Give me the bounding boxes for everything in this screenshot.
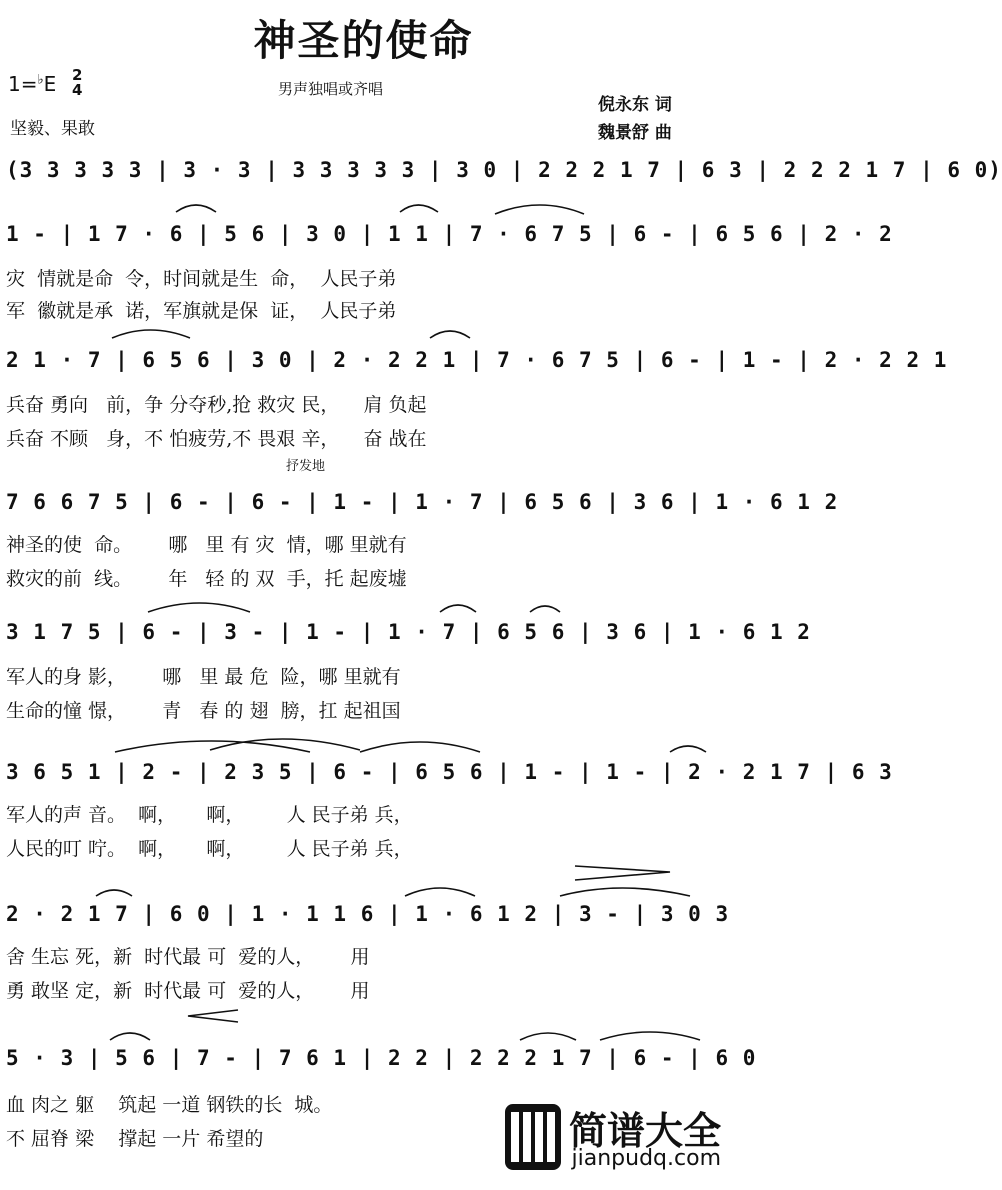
slur — [520, 1033, 576, 1040]
system-7-lyric-verse-2: 不 屈脊 梁 撑起 一片 希望的 — [6, 1128, 264, 1150]
song-title: 神圣的使命 — [253, 16, 474, 65]
system-6-notes: 2 · 2 1 7 | 6 0 | 1 · 1 1 6 | 1 · 6 1 2 | 3 - | 3 0 3 — [6, 902, 730, 926]
time-signature — [72, 68, 82, 98]
flat-symbol: ♭ — [37, 72, 44, 88]
slur — [600, 1032, 700, 1040]
system-4-lyric-verse-2: 生命的憧 憬， 青 春 的 翅 膀，扛 起祖国 — [6, 700, 401, 722]
piano-icon — [505, 1104, 561, 1170]
intro-notes: (3 3 3 3 3 | 3 · 3 | 3 3 3 3 3 | 3 0 | 2 2 2 1 7 | 6 3 | 2 2 2 1 7 | 6 0) — [6, 158, 1002, 182]
watermark-name: 简谱大全 — [568, 1109, 721, 1153]
watermark-url: jianpudq.com — [571, 1146, 721, 1171]
system-5-notes: 3 6 5 1 | 2 - | 2 3 5 | 6 - | 6 5 6 | 1 - | 1 - | 2 · 2 1 7 | 6 3 — [6, 760, 893, 784]
system-1-lyric-verse-1: 灾 情就是命 令，时间就是生 命， 人民子弟 — [6, 268, 397, 290]
slur — [670, 746, 706, 752]
system-2-notes: 2 1 · 7 | 6 5 6 | 3 0 | 2 · 2 2 1 | 7 · 6 7 5 | 6 - | 1 - | 2 · 2 2 1 — [6, 348, 948, 372]
slur — [400, 205, 438, 212]
key-signature — [8, 72, 56, 96]
system-2-lyric-verse-1: 兵奋 勇向 前，争 分夺秒,抢 救灾 民， 肩 负起 — [6, 394, 427, 416]
system-2-lyric-verse-2: 兵奋 不顾 身，不 怕疲劳,不 畏艰 辛， 奋 战在 — [6, 428, 427, 450]
slur — [96, 890, 132, 896]
system-1-notes: 1 - | 1 7 · 6 | 5 6 | 3 0 | 1 1 | 7 · 6 7 5 | 6 - | 6 5 6 | 2 · 2 — [6, 222, 893, 246]
system-7-lyric-verse-1: 血 肉之 躯 筑起 一道 钢铁的长 城。 — [6, 1094, 333, 1116]
system-5-lyric-verse-2: 人民的叮 咛。 啊， 啊， 人 民子弟 兵， — [6, 838, 413, 860]
key-prefix: 1= — [8, 72, 38, 96]
system-3-lyric-verse-1: 神圣的使 命。 哪 里 有 灾 情，哪 里就有 — [6, 534, 407, 556]
system-1-lyric-verse-2: 军 徽就是承 诺，军旗就是保 证， 人民子弟 — [6, 300, 397, 322]
slur — [495, 205, 584, 214]
tempo-marking: 坚毅、果敢 — [10, 119, 95, 139]
slur — [560, 888, 690, 896]
watermark-logo — [481, 1100, 721, 1182]
composer-credit: 魏景舒 曲 — [598, 123, 672, 143]
system-3-notes: 7 6 6 7 5 | 6 - | 6 - | 1 - | 1 · 7 | 6 5 6 | 3 6 | 1 · 6 1 2 — [6, 490, 839, 514]
slur — [440, 605, 476, 612]
system-3-lyric-verse-2: 救灾的前 线。 年 轻 的 双 手，托 起废墟 — [6, 568, 407, 590]
expression-marking: 抒发地 — [286, 459, 326, 474]
system-4-lyric-verse-1: 军人的身 影， 哪 里 最 危 险，哪 里就有 — [6, 666, 401, 688]
slur — [530, 606, 560, 612]
decrescendo-mark — [188, 1010, 238, 1022]
system-5-lyric-verse-1: 军人的声 音。 啊， 啊， 人 民子弟 兵， — [6, 804, 413, 826]
time-bottom: 4 — [72, 81, 83, 99]
slur — [112, 330, 190, 338]
system-6-lyric-verse-1: 舍 生忘 死，新 时代最 可 爱的人， 用 — [6, 946, 370, 968]
time-top: 2 — [72, 66, 83, 84]
slur — [210, 739, 360, 750]
slur — [176, 205, 216, 212]
slur — [110, 1033, 150, 1040]
slur — [115, 741, 310, 752]
lyricist-credit: 倪永东 词 — [598, 95, 672, 115]
system-7-notes: 5 · 3 | 5 6 | 7 - | 7 6 1 | 2 2 | 2 2 2 1 7 | 6 - | 6 0 — [6, 1046, 757, 1070]
system-4-notes: 3 1 7 5 | 6 - | 3 - | 1 - | 1 · 7 | 6 5 6 | 3 6 | 1 · 6 1 2 — [6, 620, 811, 644]
system-6-lyric-verse-2: 勇 敢坚 定，新 时代最 可 爱的人， 用 — [6, 980, 370, 1002]
crescendo-mark — [575, 866, 670, 880]
slur — [360, 742, 480, 752]
slur — [405, 888, 475, 896]
key-note: E — [43, 72, 57, 96]
performance-note: 男声独唱或齐唱 — [278, 80, 384, 98]
slur — [148, 603, 250, 612]
slur — [430, 331, 470, 338]
